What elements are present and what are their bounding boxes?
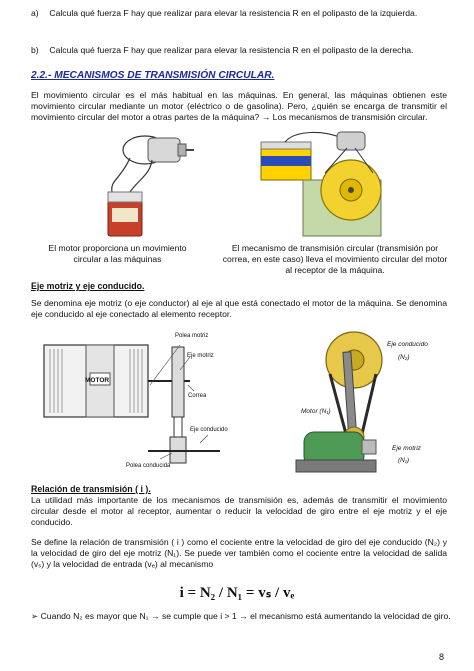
question-a bbox=[31, 8, 451, 19]
motor-label: MOTOR bbox=[85, 377, 110, 384]
section-title: 2.2.- MECANISMOS DE TRANSMISIÓN CIRCULAR. bbox=[31, 70, 275, 81]
question-b-label: b) bbox=[31, 45, 39, 55]
transmission-ratio-formula: i = N₂ / N₁ = vₛ / vₑ bbox=[179, 585, 295, 601]
bullet-text: Cuando N₂ es mayor que N₁ → se cumple que i > 1 → el mecanismo está aumentando la velocidad de giro. bbox=[40, 611, 451, 621]
ejes-title: Eje motriz y eje conducido. bbox=[31, 281, 145, 291]
caption-motor: El motor proporciona un movimiento circular a las máquinas bbox=[48, 243, 187, 264]
intro-paragraph: El movimiento circular es el más habitual en las máquinas. En general, las máquinas obtienen este movimiento circular mediante un motor (eléctrico o de gasolina). Pero, ¿quién se encarga de transmitir el movimiento circular del motor a otras partes de la máquina? → Los mecanismos de transmisión circular. bbox=[31, 90, 447, 122]
arrow-bullet-icon: ➢ bbox=[31, 611, 41, 621]
eje-conducido-label: Eje conducido bbox=[190, 427, 228, 433]
polea-motriz-label: Polea motriz bbox=[175, 333, 209, 339]
question-a-label: a) bbox=[31, 8, 39, 18]
eje-motriz-label: Eje motriz bbox=[187, 353, 214, 359]
shaft-pulley-diagram bbox=[30, 325, 230, 475]
bullet-item bbox=[31, 611, 451, 622]
question-b bbox=[31, 45, 451, 56]
ejes-paragraph: Se denomina eje motriz (o eje conductor) al eje al que está conectado el motor de la máquina. Se denomina eje conducido al eje conectado al elemento receptor. bbox=[31, 298, 447, 319]
relacion-paragraph-1: La utilidad más importante de los mecanismos de transmisión es, además de transmitir el movimiento circular desde el motor al receptor, aumentar o reducir la velocidad de giro entre el eje motriz y el eje conducido. bbox=[31, 495, 447, 527]
right-motor-label: Motor (N₁) bbox=[301, 408, 331, 415]
belt-transmission-illustration bbox=[255, 128, 385, 240]
right-n2-label: (N₂) bbox=[398, 354, 410, 361]
question-a-text: Calcula qué fuerza F hay que realizar para elevar la resistencia R en el polipasto de la izquierda. bbox=[49, 8, 418, 18]
caption-transmission: El mecanismo de transmisión circular (transmisión por correa, en este caso) lleva el movimiento circular del motor al receptor de la máquina. bbox=[222, 243, 448, 275]
right-eje-conducido-label: Eje conducido bbox=[387, 341, 428, 348]
question-b-text: Calcula qué fuerza F hay que realizar para elevar la resistencia R en el polipasto de la derecha. bbox=[49, 45, 414, 55]
right-n1-label: (N₁) bbox=[398, 457, 410, 464]
battery-motor-illustration bbox=[90, 130, 200, 240]
relacion-paragraph-2: Se define la relación de transmisión ( i ) como el cociente entre la velocidad de giro del eje conducido (N₂) y la velocidad de giro del eje motriz (N₁). Se puede ver también como el cociente entre la velocidad de salida (vₛ) y la velocidad de entrada (vₑ) al mecanismo bbox=[31, 537, 447, 569]
relacion-title: Relación de transmisión ( i ). bbox=[31, 484, 151, 494]
correa-label: Correa bbox=[188, 393, 207, 399]
page-number: 8 bbox=[438, 652, 444, 662]
right-eje-motriz-label: Eje motriz bbox=[392, 445, 421, 452]
polea-conducida-label: Polea conducida bbox=[126, 463, 171, 469]
